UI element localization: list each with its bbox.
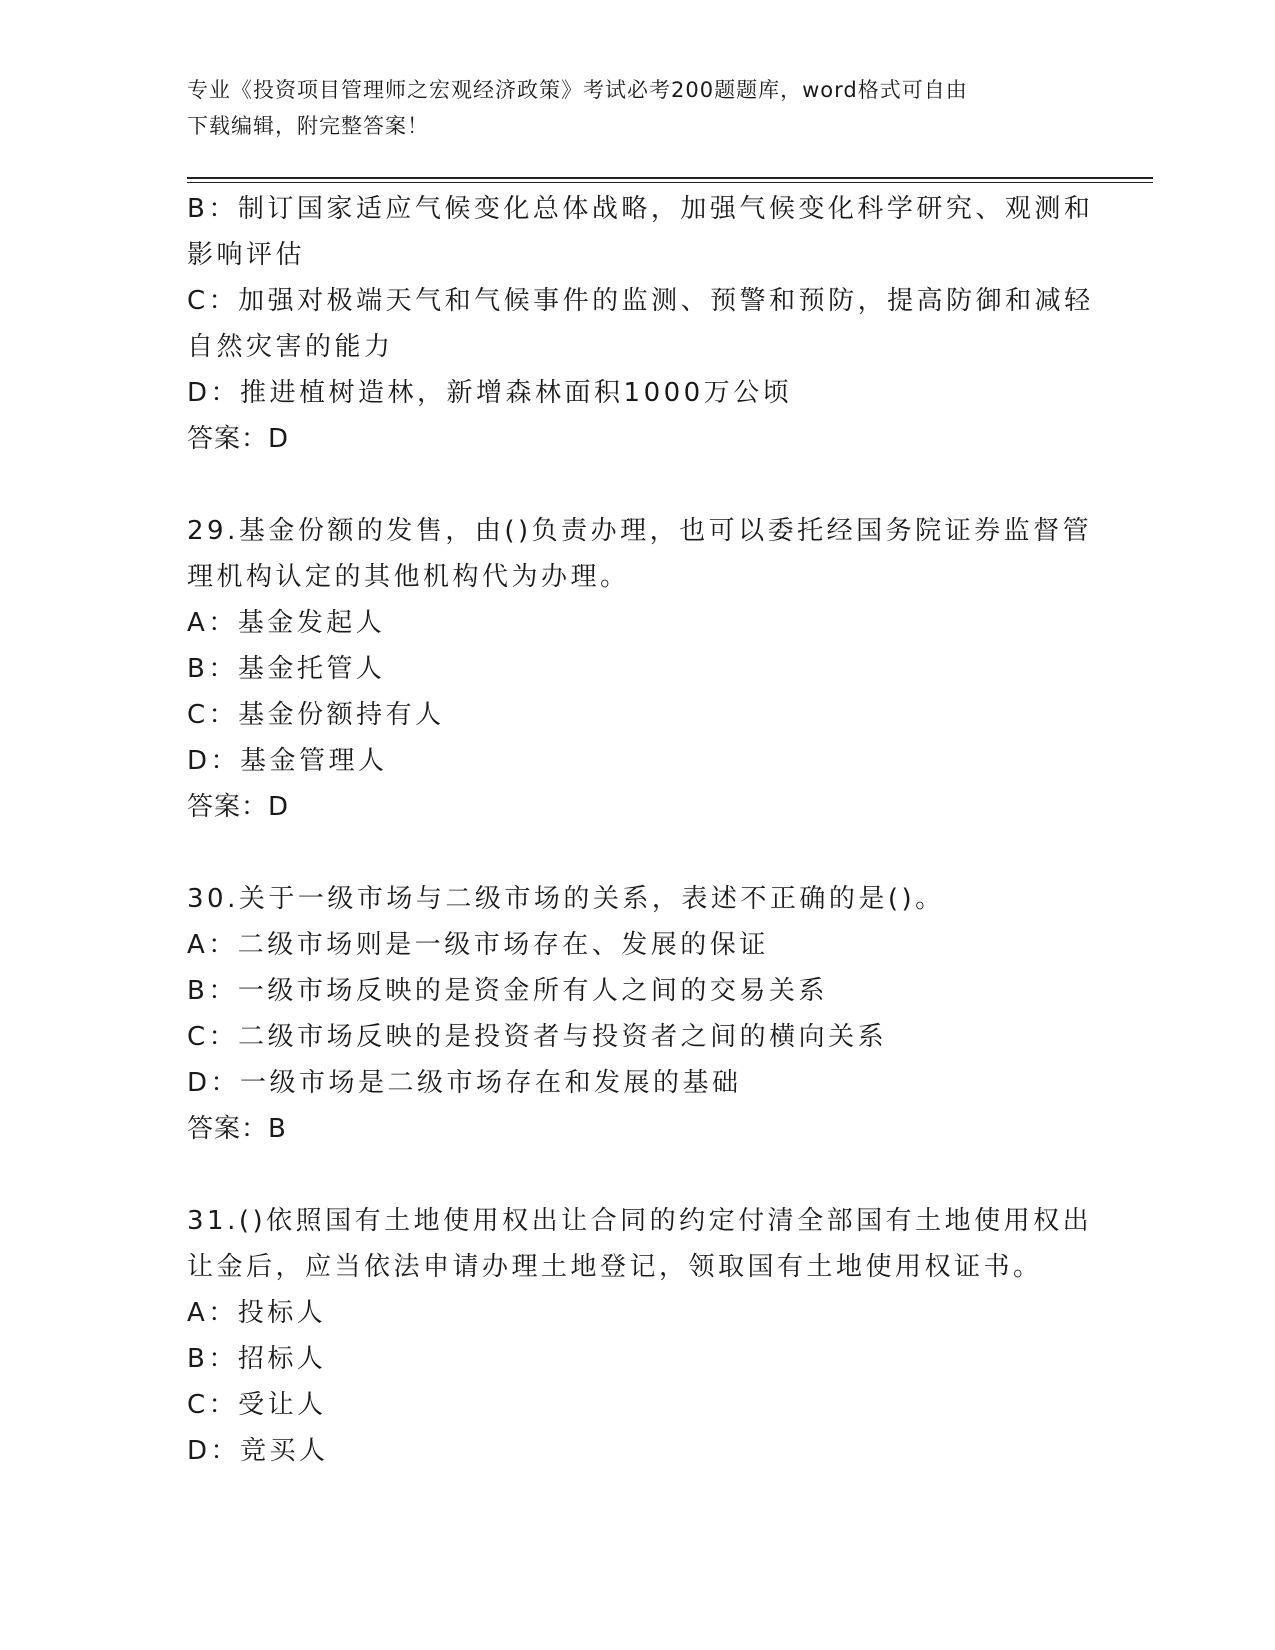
question-stem: 31.()依照国有土地使用权出让合同的约定付清全部国有土地使用权出 <box>187 1206 1093 1236</box>
header-line-1: 专业《投资项目管理师之宏观经济政策》考试必考200题题库，word格式可自由 <box>187 78 968 102</box>
header-rule-thin <box>187 182 1153 183</box>
question-stem-cont: 让金后，应当依法申请办理土地登记，领取国有土地使用权证书。 <box>187 1252 1043 1282</box>
question-stem: 29.基金份额的发售，由()负责办理，也可以委托经国务院证券监督管 <box>187 516 1093 546</box>
answer-line: 答案：B <box>187 1114 287 1144</box>
document-header <box>187 72 1087 144</box>
document-body <box>187 186 1094 1474</box>
question-block-31 <box>187 1198 1093 1474</box>
option-c: C：受让人 <box>187 1390 327 1420</box>
spacer <box>187 830 1087 876</box>
header-line-2: 下载编辑，附完整答案！ <box>187 114 429 138</box>
option-d: D：一级市场是二级市场存在和发展的基础 <box>187 1068 742 1098</box>
question-block-29 <box>187 508 1093 830</box>
question-stem-cont: 理机构认定的其他机构代为办理。 <box>187 562 630 592</box>
option-c: C：基金份额持有人 <box>187 700 445 730</box>
question-stem: 30.关于一级市场与二级市场的关系，表述不正确的是()。 <box>187 884 945 914</box>
option-b-cont: 影响评估 <box>187 240 306 270</box>
option-a: A：投标人 <box>187 1298 327 1328</box>
question-block-30 <box>187 876 1087 1152</box>
option-c-cont: 自然灾害的能力 <box>187 332 394 362</box>
option-d: D：竞买人 <box>187 1436 329 1466</box>
spacer <box>187 462 1087 508</box>
answer-line: 答案：D <box>187 424 290 454</box>
header-rule-thick <box>187 177 1153 179</box>
option-b: B：招标人 <box>187 1344 327 1374</box>
option-b: B：一级市场反映的是资金所有人之间的交易关系 <box>187 976 828 1006</box>
option-d: D：基金管理人 <box>187 746 388 776</box>
option-c: C：二级市场反映的是投资者与投资者之间的横向关系 <box>187 1022 888 1052</box>
answer-line: 答案：D <box>187 792 290 822</box>
question-block-prev <box>187 186 1094 462</box>
option-a: A：基金发起人 <box>187 608 386 638</box>
option-d: D：推进植树造林，新增森林面积1000万公顷 <box>187 378 793 408</box>
option-a: A：二级市场则是一级市场存在、发展的保证 <box>187 930 769 960</box>
option-b: B：基金托管人 <box>187 654 386 684</box>
option-c: C：加强对极端天气和气候事件的监测、预警和预防，提高防御和减轻 <box>187 286 1094 316</box>
option-b: B：制订国家适应气候变化总体战略，加强气候变化科学研究、观测和 <box>187 194 1094 224</box>
spacer <box>187 1152 1087 1198</box>
